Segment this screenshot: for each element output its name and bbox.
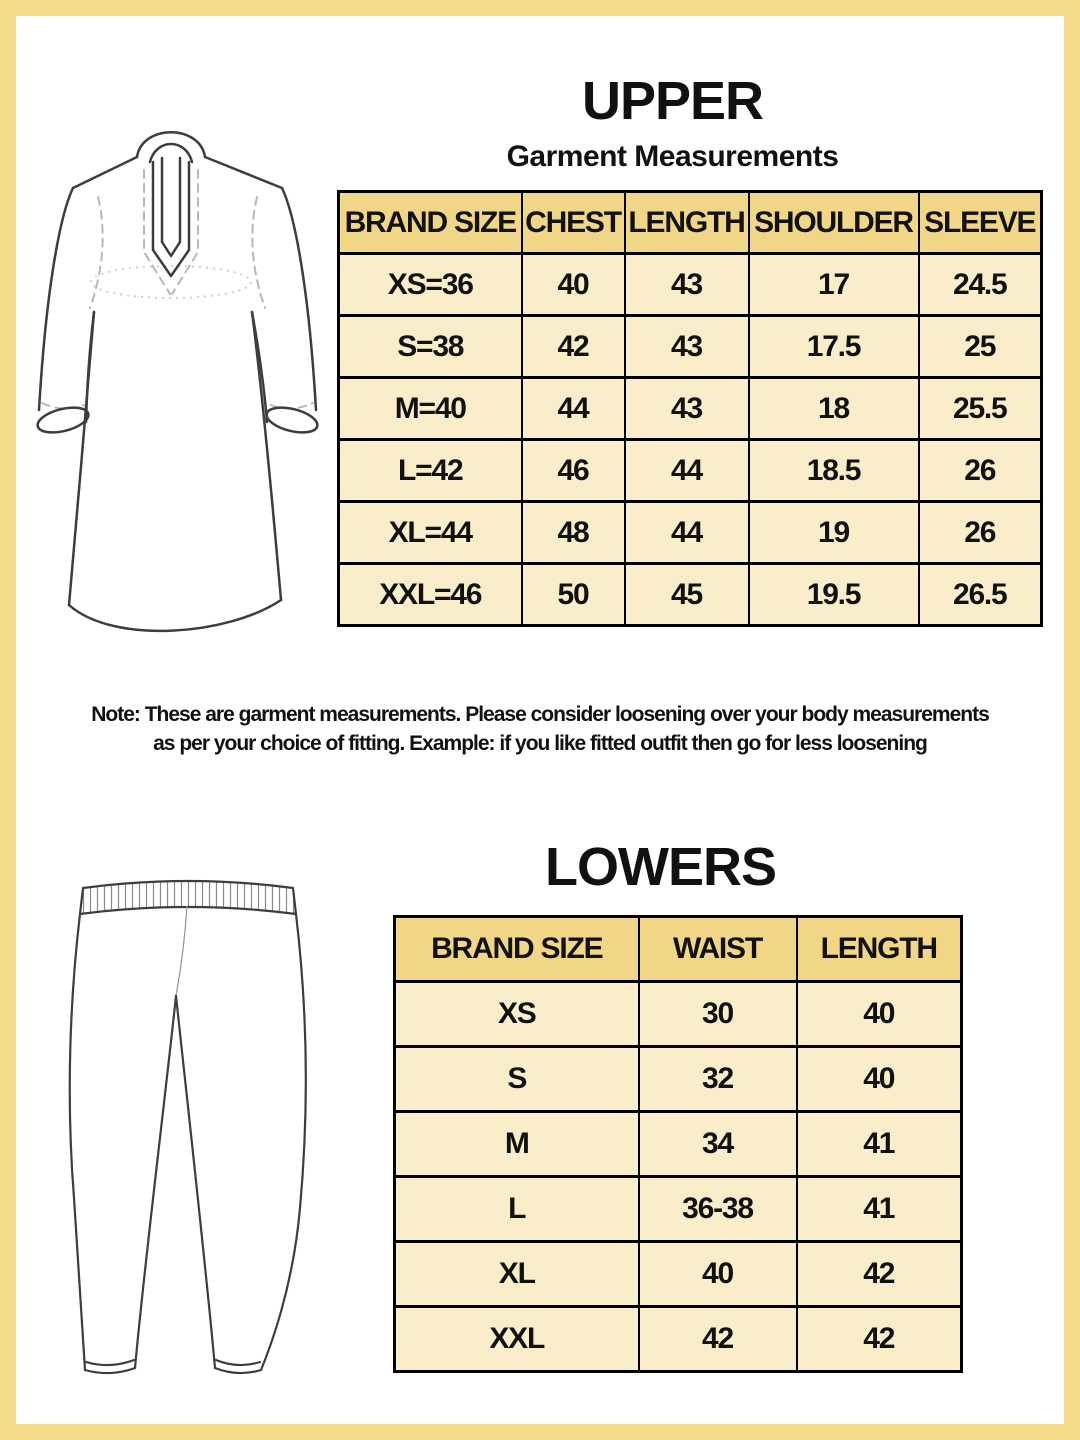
lowers-section-header (377, 836, 944, 898)
kurta-outline (35, 132, 320, 631)
table-row (395, 1112, 962, 1177)
pants-center-seam (176, 906, 187, 996)
upper-header-row (339, 192, 1042, 254)
chart-sheet (16, 16, 1064, 1424)
column-header: BRAND SIZE (339, 192, 522, 254)
upper-size-table (337, 190, 1043, 627)
column-header: SLEEVE (919, 192, 1042, 254)
measure-cell: 32 (639, 1047, 797, 1112)
table-row (339, 440, 1042, 502)
table-row (339, 378, 1042, 440)
measure-cell: 44 (625, 440, 749, 502)
brand-size-cell: L=42 (339, 440, 522, 502)
brand-size-cell: XXL=46 (339, 564, 522, 626)
brand-size-cell: M (395, 1112, 639, 1177)
upper-section-header (321, 70, 1024, 174)
measure-cell: 26 (919, 502, 1042, 564)
measure-cell: 18.5 (749, 440, 919, 502)
measure-cell: 25 (919, 316, 1042, 378)
pants-waistband (80, 881, 296, 914)
measure-cell: 48 (522, 502, 625, 564)
measure-cell: 50 (522, 564, 625, 626)
upper-subtitle: Garment Measurements (506, 140, 839, 173)
measure-cell: 36-38 (639, 1177, 797, 1242)
column-header: BRAND SIZE (395, 917, 639, 982)
table-row (395, 1177, 962, 1242)
measure-cell: 42 (797, 1242, 962, 1307)
brand-size-cell: S=38 (339, 316, 522, 378)
measure-cell: 19.5 (749, 564, 919, 626)
measure-cell: 25.5 (919, 378, 1042, 440)
lowers-title: LOWERS (545, 837, 776, 897)
brand-size-cell: XL (395, 1242, 639, 1307)
measure-cell: 40 (522, 254, 625, 316)
measure-cell: 40 (797, 1047, 962, 1112)
brand-size-cell: XL=44 (339, 502, 522, 564)
measure-cell: 26 (919, 440, 1042, 502)
table-row (395, 1307, 962, 1372)
brand-size-cell: S (395, 1047, 639, 1112)
table-row (395, 982, 962, 1047)
table-row (395, 1047, 962, 1112)
measure-cell: 40 (639, 1242, 797, 1307)
pants-illustration (38, 868, 338, 1424)
brand-size-cell: XS=36 (339, 254, 522, 316)
column-header: LENGTH (625, 192, 749, 254)
measure-cell: 17 (749, 254, 919, 316)
table-row (339, 564, 1042, 626)
measure-cell: 30 (639, 982, 797, 1047)
measure-cell: 24.5 (919, 254, 1042, 316)
measure-cell: 17.5 (749, 316, 919, 378)
measure-cell: 43 (625, 378, 749, 440)
note-line: Note: These are garment measurements. Please consider loosening over your body measurements (91, 703, 989, 726)
brand-size-cell: M=40 (339, 378, 522, 440)
measure-cell: 42 (639, 1307, 797, 1372)
measure-cell: 46 (522, 440, 625, 502)
measure-cell: 40 (797, 982, 962, 1047)
kurta-dashed-details (42, 170, 313, 409)
lowers-size-table (393, 915, 963, 1373)
measure-cell: 44 (522, 378, 625, 440)
table-row (339, 316, 1042, 378)
measure-cell: 34 (639, 1112, 797, 1177)
measure-cell: 44 (625, 502, 749, 564)
brand-size-cell: L (395, 1177, 639, 1242)
kurta-illustration (24, 100, 346, 665)
upper-title: UPPER (581, 71, 764, 131)
table-row (339, 502, 1042, 564)
measure-cell: 43 (625, 316, 749, 378)
column-header: SHOULDER (749, 192, 919, 254)
measure-cell: 41 (797, 1112, 962, 1177)
note-line: as per your choice of fitting. Example: if you like fitted outfit then go for less loosening (153, 732, 927, 755)
table-row (395, 1242, 962, 1307)
measure-cell: 26.5 (919, 564, 1042, 626)
column-header: CHEST (522, 192, 625, 254)
pants-outline (70, 914, 306, 1373)
measure-cell: 42 (522, 316, 625, 378)
table-row (339, 254, 1042, 316)
measurement-note (16, 700, 1064, 758)
measure-cell: 45 (625, 564, 749, 626)
measure-cell: 18 (749, 378, 919, 440)
column-header: WAIST (639, 917, 797, 982)
kurta-chest-dotted-ellipse (91, 266, 251, 298)
brand-size-cell: XXL (395, 1307, 639, 1372)
measure-cell: 41 (797, 1177, 962, 1242)
brand-size-cell: XS (395, 982, 639, 1047)
lowers-header-row (395, 917, 962, 982)
measure-cell: 19 (749, 502, 919, 564)
measure-cell: 43 (625, 254, 749, 316)
column-header: LENGTH (797, 917, 962, 982)
measure-cell: 42 (797, 1307, 962, 1372)
